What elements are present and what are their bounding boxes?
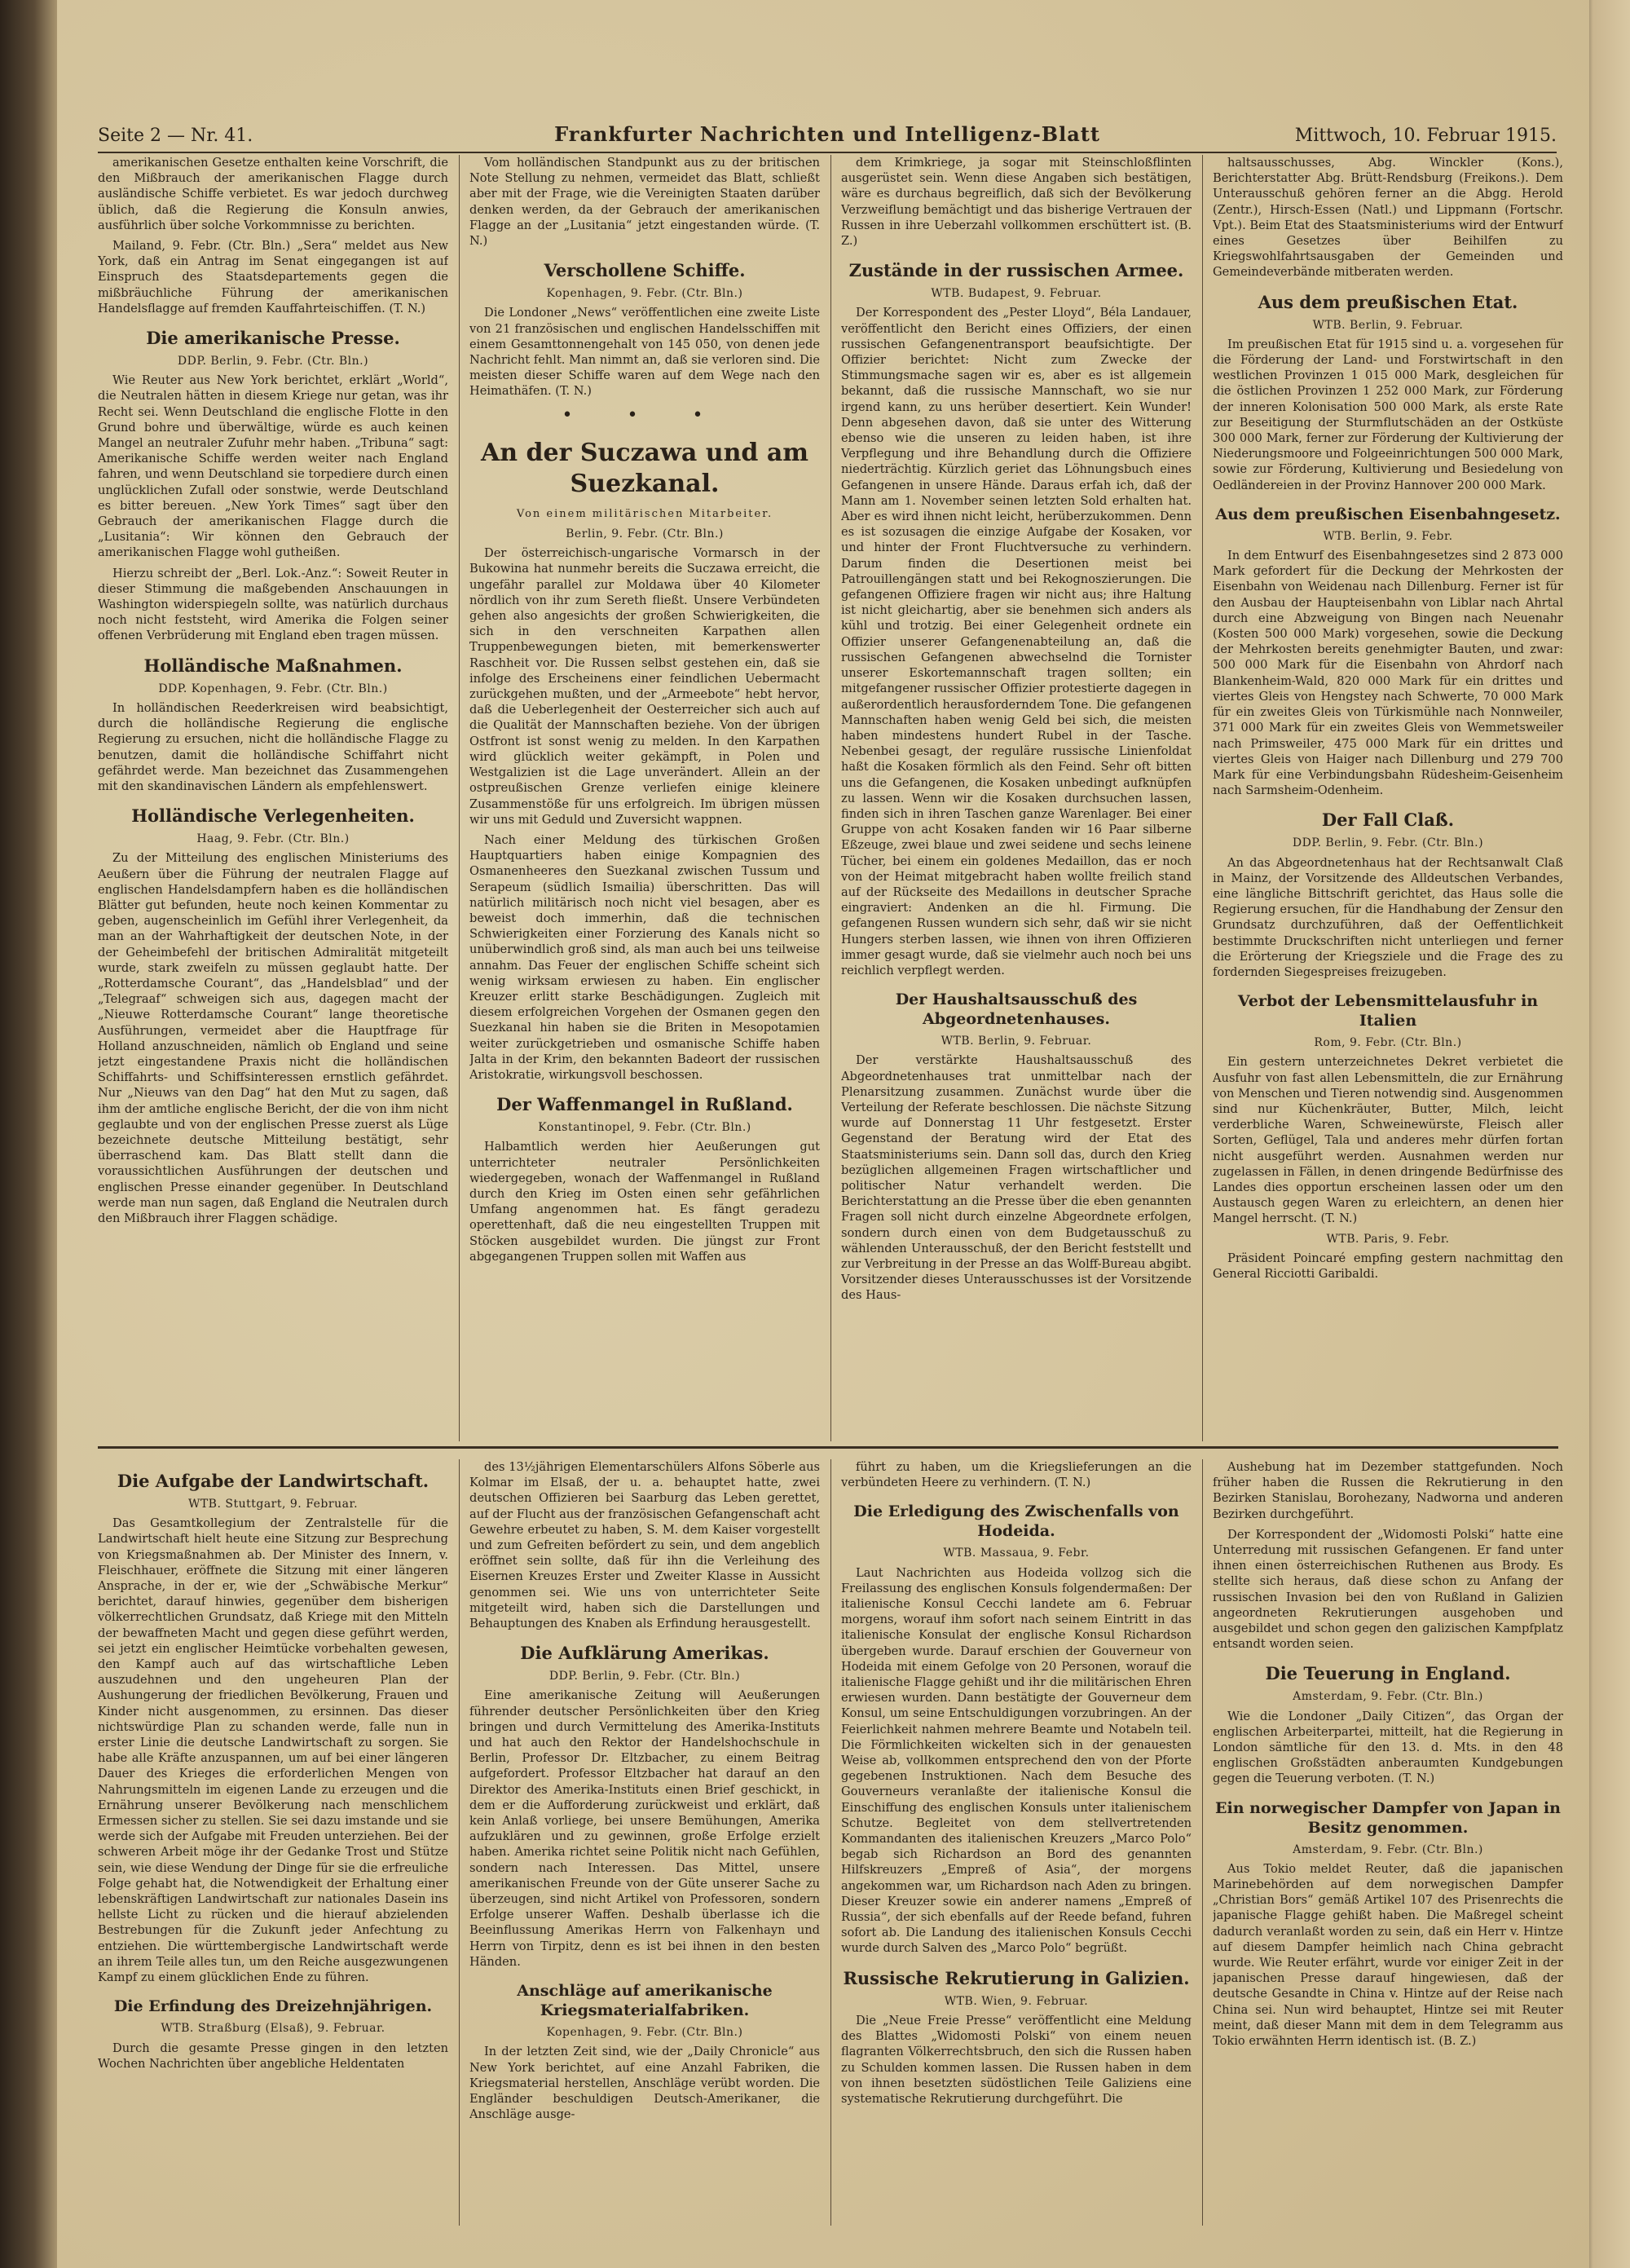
top-column-2 xyxy=(469,155,820,1441)
article-text: Das Gesamtkollegium der Zentralstelle für die Landwirtschaft hielt heute eine Sitzung zur Besprechung von Kriegsmaßnahmen ab. Der Minister des Innern, v. Fleischhauer, eröffnete die Sitzung mit einer längeren Ansprache, in der er, wie der „Schwäbische Merkur“ berichtet, darauf hinwies, gegenüber dem bisherigen völkerrechtlichen Grundsatz, daß Kriege mit den Mitteln der bewaffneten Macht und gegen diese geführt werden, sei jetzt ein englischer Heimtücke vorbehalten gewesen, den Kampf auch auf das wirtschaftliche Leben auszudehnen und den ungeheuren Plan der Aushungerung der friedlichen Bevölkerung, Frauen und Kinder nicht ausgenommen, zu ersinnen. Das dieser nichtswürdige Plan zu schanden werde, falle nun in erster Linie die deutsche Landwirtschaft zu sorgen. Sie habe alle Kräfte anzuspannen, um auf bei einer längeren Dauer des Krieges die erforderlichen Mengen von Nahrungsmitteln im eigenen Lande zu erzeugen und die Ernährung unserer Bevölkerung nach menschlichem Ermessen sicher zu stellen. Sie sei dazu imstande und sie werde sich der Aufgabe mit Freuden unterziehen. Bei der schweren Arbeit möge ihr der Gedanke Trost und Stütze sein, wie diese Wendung der Dinge für sie die erfreuliche Folge gehabt hat, die Notwendigkeit der Erhaltung einer lebenskräftigen Landwirtschaft zur nationales Dasein ins hellste Licht zu rücken und die hierauf abzielenden Bestrebungen für die Zukunft jeder Anfechtung zu entziehen. Die württembergische Landwirtschaft werde an ihrem Teile alles tun, um den Reiche ausgezwungenen Kampf zu einem glücklichen Ende zu führen. xyxy=(98,1516,448,1985)
headline-rekrutierung-galizien: Russische Rekrutierung in Galizien. xyxy=(843,1967,1190,1988)
section-ornament: • • • xyxy=(562,404,728,426)
newspaper-title: Frankfurter Nachrichten und Intelligenz-Blatt xyxy=(554,122,1100,146)
dateline: WTB. Berlin, 9. Februar. xyxy=(1312,318,1464,332)
headline-eisenbahngesetz: Aus dem preußischen Eisenbahngesetz. xyxy=(1215,505,1561,523)
headline-haushaltsausschuss: Der Haushaltsausschuß des Abgeordnetenhauses. xyxy=(895,991,1138,1029)
dateline: DDP. Berlin, 9. Febr. (Ctr. Bln.) xyxy=(177,355,369,368)
dateline: WTB. Berlin, 9. Februar. xyxy=(941,1035,1092,1048)
article-text: Der österreichisch-ungarische Vormarsch in der Bukowina hat nunmehr bereits die Suczawa erreicht, die ungefähr parallel zur Moldawa über 40 Kilometer nördlich von ihr zum Sereth fließt. Unsere Verbündeten gehen also angesichts der großen Schwierigkeiten, die sich in den verschneiten Karpathen allen Truppenbewegungen bieten, mit bemerkenswerter Raschheit vor. Die Russen selbst gestehen ein, daß sie infolge des Erscheinens einer feindlichen Uebermacht zurückgehen mußten, und der „Armeebote“ hebt hervor, daß die Ueberlegenheit der Oesterreicher sich auch auf die Qualität der Mannschaften beziehe. Von der übrigen Ostfront ist sonst wenig zu melden. In den Karpathen wird glücklich weiter gekämpft, in Polen und Westgalizien ist die Lage unverändert. Allein an der ostpreußischen Grenze verliefen einige kleinere Zusammenstöße für uns erfolgreich. Im übrigen müssen wir uns mit Geduld und Zuversicht wappnen. xyxy=(469,546,820,827)
headline-hollaendische-verlegenheiten: Holländische Verlegenheiten. xyxy=(131,805,415,827)
headline-teuerung-england: Die Teuerung in England. xyxy=(1265,1663,1511,1684)
article-text: führt zu haben, um die Kriegslieferungen an die verbündeten Heere zu verhindern. (T. N.) xyxy=(841,1460,1192,1490)
article-text: Durch die gesamte Presse gingen in den letzten Wochen Nachrichten über angebliche Heldentaten xyxy=(98,2041,448,2071)
dateline: WTB. Budapest, 9. Februar. xyxy=(931,287,1102,301)
article-text: Wie Reuter aus New York berichtet, erklärt „World“, die Neutralen hätten in diesem Kriege nur getan, was ihr Recht sei. Wenn Deutschland die englische Flotte in den Grund bohre und überwältige, würde es auch keinen Mangel an neutraler Zufuhr mehr haben. „Tribuna“ sagt: Amerikanische Schiffe werden weiter nach England fahren, und wenn Deutschland sie torpediere durch einen unglücklichen Zufall oder sonstwie, werde Deutschland es bitter bereuen. „New York Times“ sagt über den Gebrauch der amerikanischen Flagge durch die „Lusitania“: Wir können den Gebrauch der amerikanischen Flagge wohl gutheißen. xyxy=(98,373,448,560)
dateline: Berlin, 9. Febr. (Ctr. Bln.) xyxy=(566,527,724,541)
article-text: In holländischen Reederkreisen wird beabsichtigt, durch die holländische Regierung die englische Regierung zu ersuchen, nicht die holländische Flagge zu benutzen, damit die holländische Schiffahrt nicht gefährdet werde. Man bezeichnet das Zusammengehen mit den skandinavischen Ländern als empfehlenswert. xyxy=(98,700,448,793)
article-text: Vom holländischen Standpunkt aus zu der britischen Note Stellung zu nehmen, vermeidet das Blatt, schließt aber mit der Frage, wie die Vereinigten Staaten darüber denken werden, da der Gebrauch der amerikanischen Flagge an der „Lusitania“ jetzt eingestanden würde. (T. N.) xyxy=(469,156,820,249)
headline-aufklaerung-amerikas: Die Aufklärung Amerikas. xyxy=(520,1643,769,1664)
dateline: WTB. Straßburg (Elsaß), 9. Februar. xyxy=(161,2022,385,2036)
headline-lebensmittelausfuhr-italien: Verbot der Lebensmittelausfuhr in Italien xyxy=(1237,992,1539,1030)
article-text: Laut Nachrichten aus Hodeida vollzog sich die Freilassung des englischen Konsuls folgendermaßen: Der italienische Konsul Cecchi landete am 6. Februar morgens, worauf ihm sofort nach seinem Eintritt in das italienische Konsulat der englische Konsul Richardson übergeben wurde. Darauf erschien der Gouverneur von Hodeida mit einem Gefolge von 20 Personen, worauf die italienische Flagge gehißt und ihr die militärischen Ehren erwiesen wurden. Dann bestätigte der Gouverneur dem Konsul, um seine Entschuldigungen vorzubringen. An der Feierlichkeit nahmen mehrere Beamte und Notabeln teil. Die Förmlichkeiten wickelten sich in der genauesten Weise ab, vollkommen entsprechend den von der Pforte gegebenen Instruktionen. Nach dem Besuche des Gouverneurs veranlaßte der italienische Konsul die Einschiffung des englischen Konsuls unter italienischem Schutze. Begleitet von dem stellvertretenden Kommandanten des italienischen Kreuzers „Marco Polo“ begab sich Richardson an Bord des genannten Hilfskreuzers „Empreß of Asia“, der morgens angekommen war, um Richardson nach Aden zu bringen. Dieser Kreuzer sowie ein anderer namens „Empreß of Russia“, der sich ebenfalls auf der Reede befand, fuhren sofort ab. Die Landung des italienischen Konsuls Cecchi wurde durch Salven des „Marco Polo“ begrüßt. xyxy=(841,1565,1192,1956)
dateline: Amsterdam, 9. Febr. (Ctr. Bln.) xyxy=(1293,1842,1483,1856)
page-number: Seite 2 — Nr. 41. xyxy=(98,126,253,146)
article-text: Ein gestern unterzeichnetes Dekret verbietet die Ausfuhr von fast allen Lebensmitteln, die zur Ernährung von Menschen und Tieren notwendig sind. Ausgenommen sind nur Küchenkräuter, Butter, Milch, leicht verderbliche Waren, Schweinewürste, Fleisch aller Sorten, Geflügel, Tala und anderes mehr dürfen fortan nicht ausgeführt werden. Ausnahmen werden nur zugelassen in Fällen, in denen dringende Bedürfnisse des Landes dies opportun erscheinen lassen oder um den Austausch gegen Waren zu erleichtern, an denen hier Mangel herrscht. (T. N.) xyxy=(1213,1055,1563,1226)
article-text: dem Krimkriege, ja sogar mit Steinschloßflinten ausgerüstet sein. Wenn diese Angaben sich bestätigen, wäre es durchaus begreiflich, daß sich der Bevölkerung Verzweiflung bemächtigt und das bisherige Vertrauen der Russen in ihre Ueberzahl vollkommen erschüttert ist. (B. Z.) xyxy=(841,156,1192,249)
article-text: Die „Neue Freie Presse“ veröffentlicht eine Meldung des Blattes „Widomosti Polski“ von einem neuen flagranten Völkerrechtsbruch, den sich die Russen haben zu Schulden kommen lassen. Die Russen haben in dem von ihnen besetzten südöstlichen Teile Galiziens eine systematische Rekrutierung durchgeführt. Die xyxy=(841,2013,1192,2106)
masthead xyxy=(98,116,1557,153)
article-text: Mailand, 9. Febr. (Ctr. Bln.) „Sera“ meldet aus New York, daß ein Antrag im Senat eingegangen ist auf Einspruch des Staatsdepartements gegen die mißbräuchliche Führung der amerikanischen Handelsflagge auf fremden Kauffahrteischiffen. (T. N.) xyxy=(98,239,448,315)
page-binding-shadow xyxy=(0,0,57,2268)
bottom-column-3 xyxy=(841,1459,1192,2226)
article-text: Präsident Poincaré empfing gestern nachmittag den General Ricciotti Garibaldi. xyxy=(1213,1251,1563,1281)
headline-verschollene-schiffe: Verschollene Schiffe. xyxy=(544,260,746,281)
headline-hollaendische-massnahmen: Holländische Maßnahmen. xyxy=(143,655,403,676)
headline-amerikanische-presse: Die amerikanische Presse. xyxy=(146,328,400,349)
article-text: Aushebung hat im Dezember stattgefunden. Noch früher haben die Russen die Rekrutierung in den Bezirken Stanislau, Borohezany, Nadworna und anderen Bezirken durchgeführt. xyxy=(1213,1460,1563,1521)
headline-norwegischer-dampfer: Ein norwegischer Dampfer von Japan in Besitz genommen. xyxy=(1215,1798,1561,1837)
bottom-column-4 xyxy=(1213,1459,1563,2226)
headline-preussischer-etat: Aus dem preußischen Etat. xyxy=(1258,291,1518,312)
dateline: DDP. Berlin, 9. Febr. (Ctr. Bln.) xyxy=(1292,836,1484,850)
bottom-section xyxy=(98,1459,1563,2226)
top-section xyxy=(98,155,1563,1441)
top-column-3 xyxy=(841,155,1192,1441)
dateline: WTB. Massaua, 9. Febr. xyxy=(943,1547,1090,1560)
article-text: Hierzu schreibt der „Berl. Lok.-Anz.“: Soweit Reuter in dieser Stimmung die maßgebenden Anschauungen in Washington widerspiegeln sollte, was natürlich durchaus noch nicht feststeht, wird Amerika die Folgen seiner offenen Verbrüderung mit England eben tragen müssen. xyxy=(98,566,448,643)
headline-waffenmangel-russland: Der Waffenmangel in Rußland. xyxy=(496,1094,793,1115)
article-text: Halbamtlich werden hier Aeußerungen gut unterrichteter neutraler Persönlichkeiten wiedergegeben, wonach der Waffenmangel in Rußland durch den Krieg im Osten einen sehr gefährlichen Umfang angenommen hat. Es fängt geradezu operettenhaft, daß die neu eingestellten Truppen mit Stöcken ausgebildet wurden. Die jüngst zur Front abgegangenen Truppen sollen mit Waffen aus xyxy=(469,1140,820,1264)
headline-aufgabe-landwirtschaft: Die Aufgabe der Landwirtschaft. xyxy=(117,1471,430,1491)
article-text: Im preußischen Etat für 1915 sind u. a. vorgesehen für die Förderung der Land- und Forstwirtschaft in den westlichen Provinzen 1 015 000 Mark, desgleichen für die östlichen Provinzen 1 252 000 Mark, zur Förderung der inneren Kolonisation 500 000 Mark, als erste Rate zur Beseitigung der Sturmflutschäden an der Ostküste 300 000 Mark, ferner zur Förderung der Kultivierung der Niederungsmoore und Folgeeinrichtungen 500 000 Mark, sowie zur Förderung, Kultivierung und Besiedelung von Oedländereien in der Provinz Hannover 200 000 Mark. xyxy=(1213,337,1563,492)
headline-fall-class: Der Fall Claß. xyxy=(1321,810,1455,831)
article-text: Der Korrespondent des „Pester Lloyd“, Béla Landauer, veröffentlicht den Bericht eines Offiziers, der einen russischen Gefangenentransport beaufsichtigte. Der Offizier berichtet: Nicht zum Zwecke der Stimmungsmache sagen wir es, aber es ist allgemein bekannt, daß die russische Mannschaft, wo sie nur irgend kann, zu uns herüber desertiert. Kein Wunder! Denn abgesehen davon, daß sie unter des Witterung ebenso wie die unseren zu leiden haben, ist ihre Verpflegung und ihre Behandlung durch die Offiziere niederträchtig. Kürzlich geriet das Löhnungsbuch eines Gefangenen in unsere Hände. Daraus erfah ich, daß der Mann am 1. November seinen letzten Sold erhalten hat. Aber es wird ihnen nicht leicht, herüberzukommen. Denn es ist sozusagen die einzige Aufgabe der Kosaken, vor und hinter der Front Fluchtversuche zu verhindern. Darum finden die Desertionen meist bei Patrouillengängen statt und bei Rekognoszierungen. Die gefangenen Offiziere fragen wir nicht aus; ihre Haltung ist nicht gleichartig, aber sie benehmen sich anders als kühl und trotzig. Bei einer Gelegenheit ordnete ein Offizier unserer Gefangenenabteilung an, daß die russischen Gefangenen abwechselnd die Tornister unserer Eskortemannschaft tragen sollten; ein mitgefangener russischer Offizier protestierte dagegen in außerordentlich herausforderndem Tone. Die gefangenen Mannschaften haben wenig Geld bei sich, die meisten haben mindestens hundert Rubel in der Tasche. Nebenbei gesagt, der reguläre russische Linienfoldat haßt die Kosaken förmlich als den Feind. Sehr oft bitten uns die Gefangenen, die Kosaken unbedingt aufknüpfen zu lassen. Wenn wir die Kosaken durchsuchen lassen, finden sich in ihren Taschen ganze Warenlager. Bei einer Gruppe von acht Kosaken fanden wir 16 Paar silberne Eßzeuge, zwei blaue und zwei seidene und sechs leinene Tücher, bei einem ein goldenes Medaillon, das er noch von der Heimat mitgebracht haben wollte freilich stand auf der Rückseite des Medaillons in deutscher Sprache eingraviert: Andenken an die hl. Firmung. Die gefangenen Russen wundern sich sehr, daß wir sie nicht Hungers sterben lassen, wie ihnen von ihren Offizieren immer gesagt wurde, daß sie vielmehr auch noch bei uns reichlich verpflegt werden. xyxy=(841,306,1192,977)
article-text: des 13½jährigen Elementarschülers Alfons Söberle aus Kolmar im Elsaß, der u. a. behauptet hatte, zwei deutschen Offizieren bei Saarburg das Leben gerettet, auf der Flucht aus der französischen Gefangenschaft acht Gewehre erbeutet zu haben, S. M. dem Kaiser vorgestellt und zum Gefreiten befördert zu sein, und dem angeblich eröffnet sein sollte, daß für ihn die Verleihung des Eisernen Kreuzes Erster und Zweiter Klasse in Aussicht genommen sei. Wie uns von unterrichteter Seite mitgeteilt wird, haben sich die Darstellungen und Behauptungen des Knaben als Erfindung herausgestellt. xyxy=(469,1460,820,1631)
dateline: Kopenhagen, 9. Febr. (Ctr. Bln.) xyxy=(546,2026,743,2040)
dateline: Konstantinopel, 9. Febr. (Ctr. Bln.) xyxy=(538,1121,751,1135)
article-text: Eine amerikanische Zeitung will Aeußerungen führender deutscher Persönlichkeiten über den Krieg bringen und durch Vermittelung des Amerika-Instituts und hat auch den Rektor der Handelshochschule in Berlin, Professor Dr. Eltzbacher, zu einem Beitrag aufgefordert. Professor Eltzbacher hat darauf an den Direktor des Amerika-Instituts einen Brief geschickt, in dem er die Aufforderung zurückweist und erklärt, daß kein Anlaß vorliege, bei unsere Bemühungen, Amerika aufzuklären und zu gewinnen, große Erfolge erzielt haben. Amerika richtet seine Politik nicht nach Gefühlen, sondern nach Interessen. Das Mittel, unsere amerikanischen Freunde von der Güte unserer Sache zu überzeugen, sind nicht Artikel von Professoren, sondern Erfolge unserer Waffen. Deshalb überlasse ich die Beeinflussung Amerikas Herrn von Falkenhayn und Herrn von Tirpitz, denn es ist bei ihnen in den besten Händen. xyxy=(469,1688,820,1969)
article-text: Wie die Londoner „Daily Citizen“, das Organ der englischen Arbeiterpartei, mitteilt, hat die Regierung in London sämtliche für den 13. d. Mts. in den 48 englischen Großstädten anberaumten Kundgebungen gegen die Teuerung verboten. (T. N.) xyxy=(1213,1709,1563,1786)
dateline: WTB. Wien, 9. Februar. xyxy=(944,1994,1089,2008)
article-text: Aus Tokio meldet Reuter, daß die japanischen Marinebehörden auf dem norwegischen Dampfer „Christian Bors“ gemäß Artikel 107 des Prisenrechts die japanische Flagge gehißt haben. Die Maßregel scheint dadurch veranlaßt worden zu sein, daß ein Herr v. Hintze auf diesem Dampfer heimlich nach China gebracht wurde. Wie Reuter erfährt, wurde vor einiger Zeit in der japanischen Presse darauf hingewiesen, daß der deutsche Gesandte in China v. Hintze auf der Reise nach China sei. Nun wird behauptet, Hintze sei mit Reuter meint, daß dieser Mann mit dem in dem Telegramm aus Tokio erwähnten Herrn identisch ist. (B. Z.) xyxy=(1213,1861,1563,2049)
article-text: Die Londoner „News“ veröffentlichen eine zweite Liste von 21 französischen und englischen Handelsschiffen mit einem Gesamttonnengehalt von 145 050, von denen jede Nachricht fehlt. Man nimmt an, daß sie verloren sind. Die meisten dieser Schiffe waren auf dem Wege nach den Heimathäfen. (T. N.) xyxy=(469,306,820,399)
dateline: Rom, 9. Febr. (Ctr. Bln.) xyxy=(1314,1036,1462,1050)
article-text: haltsausschusses, Abg. Winckler (Kons.), Berichterstatter Abg. Brütt-Rendsburg (Freikons.). Dem Unterausschuß gehören ferner an die Abgg. Herold (Zentr.), Hirsch-Essen (Natl.) und Lippmann (Fortschr. Vpt.). Beim Etat des Staatsministeriums wird der Entwurf eines Gesetzes über Beihilfen zu Kriegswohlfahrtsausgaben der Gemeinden und Gemeindeverbände mitberaten werden. xyxy=(1213,156,1563,280)
headline-anschlaege-kriegsmaterialfabriken: Anschläge auf amerikanische Kriegsmaterialfabriken. xyxy=(517,1982,773,2020)
headline-russische-armee: Zustände in der russischen Armee. xyxy=(848,260,1184,281)
dateline: DDP. Kopenhagen, 9. Febr. (Ctr. Bln.) xyxy=(158,682,388,695)
article-text: In der letzten Zeit sind, wie der „Daily Chronicle“ aus New York berichtet, auf eine Anzahl Fabriken, die Kriegsmaterial herstellen, Anschläge verübt worden. Die Engländer beschuldigen Deutsch-Amerikaner, die Anschläge ausge- xyxy=(469,2045,820,2122)
newspaper-page xyxy=(57,0,1589,2268)
headline-zwischenfall-hodeida: Die Erledigung des Zwischenfalls von Hodeida. xyxy=(853,1502,1179,1541)
dateline: Amsterdam, 9. Febr. (Ctr. Bln.) xyxy=(1293,1690,1483,1704)
issue-date: Mittwoch, 10. Februar 1915. xyxy=(1294,126,1557,146)
bottom-column-2 xyxy=(469,1459,820,2226)
byline: Von einem militärischen Mitarbeiter. xyxy=(516,507,773,520)
headline-erfindung-dreizehnjaehrigen: Die Erfindung des Dreizehnjährigen. xyxy=(113,1997,433,2016)
article-text: Der Korrespondent der „Widomosti Polski“ hatte eine Unterredung mit russischen Gefangenen. Er fand unter ihnen einen österreichischen Ruthenen aus Brody. Es stellte sich heraus, daß diese schon zu Anfang der russischen Invasion bei den von Rußland in Galizien angeordneten Rekrutierungen ausgehoben und ausgebildet und schon gegen den galizischen Kampfplatz entsandt worden seien. xyxy=(1213,1527,1563,1652)
headline-suczawa-suezkanal: An der Suczawa und am Suezkanal. xyxy=(481,438,808,498)
dateline: WTB. Berlin, 9. Febr. xyxy=(1323,529,1453,543)
article-text: Nach einer Meldung des türkischen Großen Hauptquartiers haben einige Kompagnien des Osmanenheeres den Suezkanal zwischen Tussum und Serapeum (südlich Ismailia) überschritten. Das will natürlich militärisch noch nicht viel besagen, aber es beweist doch immerhin, daß die technischen Schwierigkeiten einer Forzierung des Kanals nicht so unüberwindlich groß sind, als man auch bei uns teilweise annahm. Das Feuer der englischen Schiffe scheint sich wenig wirksam erwiesen zu haben. Ein englischer Kreuzer erlitt starke Beschädigungen. Zugleich mit diesem erfolgreichen Vorgehen der Osmanen gegen den Suezkanal hin haben sie die Briten in Mesopotamien weiter zurückgetrieben und osmanische Schiffe haben Jalta in der Krim, den bekannten Badeort der russischen Aristokratie, wirkungsvoll beschossen. xyxy=(469,832,820,1082)
dateline: Haag, 9. Febr. (Ctr. Bln.) xyxy=(196,832,350,846)
article-text: In dem Entwurf des Eisenbahngesetzes sind 2 873 000 Mark gefordert für die Deckung der Mehrkosten der Eisenbahn von Weidenau nach Dillenburg. Ferner ist für den Ausbau der Haupteisenbahn von Liblar nach Ahrtal durch eine Abzweigung von Bingen nach Neuenahr (Kosten 500 000 Mark) vorgesehen, sowie die Deckung der Mehrkosten bereits genehmigter Bauten, und zwar: 500 000 Mark für die Eisenbahn von Ahrdorf nach Blankenheim-Wald, 820 000 Mark für ein drittes und viertes Gleis von Hengstey nach Schwerte, 70 000 Mark für ein zweites Gleis von Türkismühle nach Nonnweiler, 371 000 Mark für ein zweites Gleis von Wemmetsweiler nach Primsweiler, 475 000 Mark für ein drittes und viertes Gleis von Haiger nach Dillenburg und 279 700 Mark für eine Verbindungsbahn Rüdesheim-Geisenheim nach Sarmsheim-Odenheim. xyxy=(1213,549,1563,798)
section-divider xyxy=(98,1446,1558,1449)
article-text: amerikanischen Gesetze enthalten keine Vorschrift, die den Mißbrauch der amerikanischen Flagge durch ausländische Schiffe verbietet. Es war jedoch durchweg üblich, daß die Regierung die Konsuln anwies, ausführlich über solche Vorkommnisse zu berichten. xyxy=(98,156,448,232)
article-text: Der verstärkte Haushaltsausschuß des Abgeordnetenhauses trat unmittelbar nach der Plenarsitzung zusammen. Zunächst wurde über die Verteilung der Referate beschlossen. Die nächste Sitzung wurde auf Donnerstag 11 Uhr festgesetzt. Erster Gegenstand der Beratung wird der Etat des Staatsministeriums sein. Dann soll das, durch den Krieg bezüglichen allgemeinen Fragen wirtschaftlicher und politischer Natur verhandelt werden. Die Berichterstattung an die Presse über die eben genannten Fragen soll nicht durch einzelne Abgeordnete erfolgen, sondern durch einen von dem Budgetausschuß zu wählenden Unterausschuß, der den Bericht feststellt und zur Verbreitung in der Presse an das Wolff-Bureau abgibt. Vorsitzender dieses Unterausschusses ist der Vorsitzende des Haus- xyxy=(841,1053,1192,1303)
top-column-4 xyxy=(1213,155,1563,1441)
article-text: Zu der Mitteilung des englischen Ministeriums des Aeußern über die Führung der neutralen Flagge auf englischen Handelsdampfern haben es die holländischen Blätter gut befunden, heute noch keinen Kommentar zu geben, augenscheinlich im Gefühl ihrer Verlegenheit, da man an der Wahrhaftigkeit der deutschen Note, in der der Geheimbefehl der britischen Admiralität mitgeteilt wurde, stark zweifeln zu müssen geglaubt hatte. Der „Rotterdamsche Courant“, das „Handelsblad“ und der „Telegraaf“ schweigen sich aus, dagegen macht der „Nieuwe Rotterdamsche Courant“ lange theoretische Ausführungen, vermeidet aber die Hauptfrage für Holland anzuschneiden, nämlich ob England und seine jetzt eingestandene Praxis nicht die holländischen Schiffahrts- und Schiffsinteressen ernstlich gefährdet. Nur „Nieuws van den Dag“ hat den Mut zu sagen, daß ihm der amtliche englische Bericht, der die von ihm nicht geglaubte und von der englischen Presse zuerst als Lüge bezeichnete deutsche Mitteilung bestätigt, sehr überraschend kam. Das Blatt stellt dann die voraussichtlichen Ausführungen der deutschen und englischen Presse einander gegenüber. In Deutschland werde man nun sagen, daß England die Neutralen durch den Mißbrauch ihrer Flaggen schädige. xyxy=(98,851,448,1225)
dateline: WTB. Stuttgart, 9. Februar. xyxy=(187,1498,359,1511)
article-text: An das Abgeordnetenhaus hat der Rechtsanwalt Claß in Mainz, der Vorsitzende des Alldeutschen Verbandes, eine längliche Bittschrift gerichtet, das Haus solle die Regierung ersuchen, für die Handhabung der Zensur den Grundsatz durchzuführen, daß der Oeffentlichkeit bestimmte Druckschriften nicht unterliegen und ferner die Erörterung der Kriegsziele und die Frage des zu fordernden Siegespreises freizugeben. xyxy=(1213,855,1563,979)
dateline: WTB. Paris, 9. Febr. xyxy=(1326,1232,1450,1246)
dateline: DDP. Berlin, 9. Febr. (Ctr. Bln.) xyxy=(548,1670,741,1683)
bottom-column-1 xyxy=(98,1459,448,2226)
dateline: Kopenhagen, 9. Febr. (Ctr. Bln.) xyxy=(546,287,743,301)
top-column-1 xyxy=(98,155,448,1441)
